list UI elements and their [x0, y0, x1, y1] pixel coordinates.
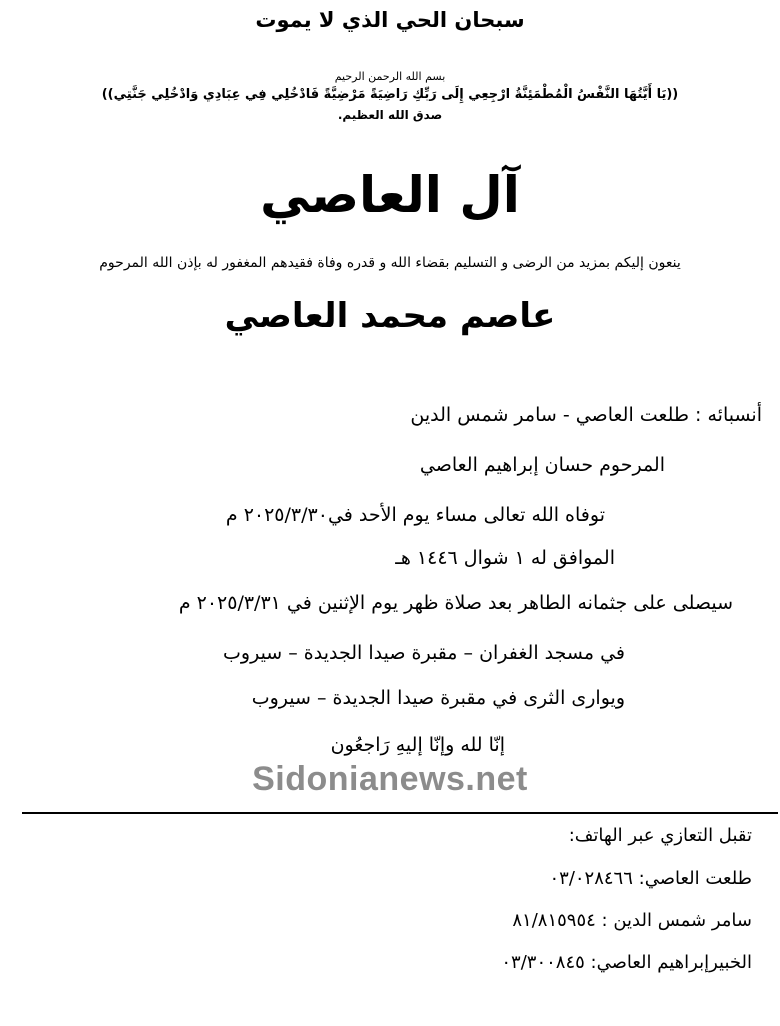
closing-verse: إنّا لله وإنّا إليهِ رَاجعُون: [330, 734, 505, 756]
contact-samer: سامر شمس الدين : ٨١/٨١٥٩٥٤: [512, 910, 752, 931]
watermark: Sidonianews.net: [252, 760, 528, 798]
in-laws: أنسبائه : طلعت العاصي - سامر شمس الدين: [410, 404, 762, 426]
opening-line: سبحان الحي الذي لا يموت: [255, 8, 525, 32]
family-name: آل العاصي: [260, 166, 520, 224]
contact-ibrahim: الخبيرإبراهيم العاصي: ٠٣/٣٠٠٨٤٥: [501, 952, 752, 973]
contact-talat: طلعت العاصي: ٠٣/٠٢٨٤٦٦: [549, 868, 752, 889]
basmala: بسم الله الرحمن الرحيم: [334, 70, 446, 83]
quran-verse: ((يَا أَيَّتُهَا النَّفْسُ الْمُطْمَئِنَّةُ ارْجِعِي إِلَى رَبِّكِ رَاضِيَةً مَرْضِيَّةً فَادْخُلِي فِي عِبَادِي وَادْخُلِي جَنَّتِي)): [101, 87, 679, 102]
hijri-date: الموافق له ١ شوال ١٤٤٦ هـ: [395, 547, 615, 569]
condolences-title: تقبل التعازي عبر الهاتف:: [568, 825, 752, 846]
verse-close: صدق الله العظيم.: [337, 108, 443, 122]
late-relative: المرحوم حسان إبراهيم العاصي: [419, 454, 665, 476]
divider: [22, 812, 778, 814]
deceased-name: عاصم محمد العاصي: [224, 296, 556, 336]
mosque-location: في مسجد الغفران – مقبرة صيدا الجديدة – سيروب: [223, 642, 625, 664]
funeral-prayer: سيصلى على جثمانه الطاهر بعد صلاة ظهر يوم الإثنين في ٢٠٢٥/٣/٣١ م: [178, 592, 733, 614]
announcement: ينعون إليكم بمزيد من الرضى و التسليم بقضاء الله و قدره وفاة فقيدهم المغفور له بإذن الله المرحوم: [99, 255, 681, 271]
burial-location: ويوارى الثرى في مقبرة صيدا الجديدة – سيروب: [251, 687, 625, 709]
death-date: توفاه الله تعالى مساء يوم الأحد في٢٠٢٥/٣/٣٠ م: [225, 504, 605, 526]
